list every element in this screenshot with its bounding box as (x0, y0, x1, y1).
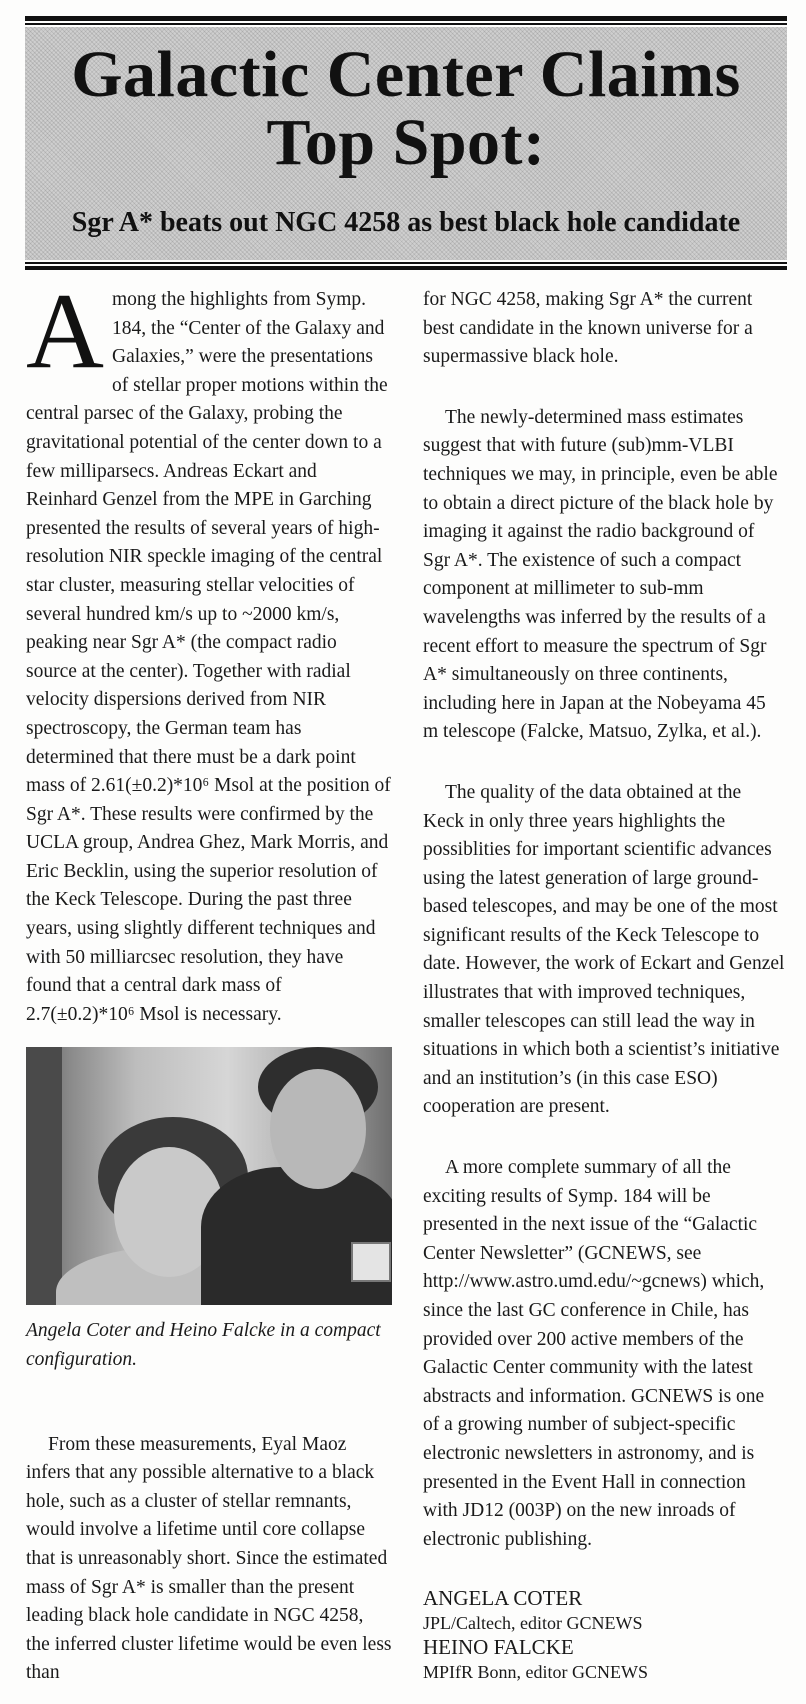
right-column (423, 286, 785, 1684)
drop-cap: A (26, 272, 104, 391)
author-affiliation-1: JPL/Caltech, editor GCNEWS (423, 1613, 643, 1634)
top-rule-thin (25, 23, 787, 25)
headline-banner (25, 27, 787, 260)
paragraph-maoz: From these measurements, Eyal Maoz infers that any possible alternative to a black hole, such as a cluster of stellar remnants, would involve a lifetime until core collapse that is unreasonably short. Since the estimated mass of Sgr A* is smaller than the present leading black hole candidate in NGC 4258, the inferred cluster lifetime would be even less than (26, 1433, 392, 1684)
bottom-rule-thick (25, 266, 787, 270)
headline-line-2: Top Spot: (266, 106, 546, 179)
subheadline: Sgr A* beats out NGC 4258 as best black hole candidate (71, 207, 741, 238)
paragraph-continuation: for NGC 4258, making Sgr A* the current best candidate in the known universe for a supermassive black hole. (423, 289, 753, 368)
top-rule-thick (25, 16, 787, 21)
author-affiliation-2: MPIfR Bonn, editor GCNEWS (423, 1662, 648, 1683)
paragraph-gcnews: A more complete summary of all the exciting results of Symp. 184 will be presented in the next issue of the “Galactic Center Newsletter” (GCNEWS, see http://www.astro.umd.edu/~gcnews) which, since the last GC conference in Chile, has provided over 200 active members of the Galactic Center community with the latest abstracts and information. GCNEWS is one of a growing number of subject-specific electronic newsletters in astronomy, and is presented in the Event Hall in connection with JD12 (003P) on the new inroads of electronic publishing. (423, 1157, 765, 1550)
headline (25, 27, 787, 177)
signature-block (423, 1586, 785, 1684)
author-name-2: HEINO FALCKE (423, 1635, 574, 1660)
paragraph-vlbi: The newly-determined mass estimates suggest that with future (sub)mm-VLBI techniques we may, in principle, even be able to obtain a direct picture of the black hole by imaging it against the radio background of Sgr A*. The existence of such a compact component at millimeter to sub-mm wavelengths was inferred by the results of a recent effort to measure the spectrum of Sgr A* simultaneously on three continents, including here in Japan at the Nobeyama 45 m telescope (Falcke, Matsuo, Zylka, et al.). (423, 406, 778, 743)
bottom-rule-thin (25, 262, 787, 264)
lead-paragraph (26, 272, 392, 1029)
author-name-1: ANGELA COTER (423, 1586, 583, 1611)
photo-caption: Angela Coter and Heino Falcke in a compact configuration. (26, 1320, 381, 1371)
left-column (26, 272, 392, 1688)
headline-line-1: Galactic Center Claims (71, 38, 741, 111)
paragraph-keck: The quality of the data obtained at the Keck in only three years highlights the possiblities for important scientific advances using the latest generation of large ground-based telescopes, and may be one of the most significant results of the Keck Telescope to date. However, the work of Eckart and Genzel illustrates that with improved techniques, smaller telescopes can still lead the way in situations in which both a scientist’s initiative and an institution’s (in this case ESO) cooperation are present. (423, 781, 785, 1118)
portrait-photo (26, 1047, 392, 1305)
name-badge (351, 1242, 391, 1282)
lead-paragraph-text: mong the highlights from Symp. 184, the “Center of the Galaxy and Galaxies,” were the presentations of stellar proper motions within the central parsec of the Galaxy, probing the gravitational potential of the center down to a few milliparsecs. Andreas Eckart and Reinhard Genzel from the MPE in Garching presented the results of several years of high-resolution NIR speckle imaging of the central star cluster, measuring stellar velocities of several hundred km/s up to ~2000 km/s, peaking near Sgr A* (the compact radio source at the center). Together with radial velocity dispersions derived from NIR spectroscopy, the German team has determined that there must be a dark point mass of 2.61(±0.2)*10⁶ Msol at the position of Sgr A*. These results were confirmed by the UCLA group, Andrea Ghez, Mark Morris, and Eric Becklin, using the superior resolution of the Keck Telescope. During the past three years, using slightly different techniques and with 50 milliarcsec resolution, they have found that a central dark mass of 2.7(±0.2)*10⁶ Msol is necessary. (26, 289, 391, 1025)
